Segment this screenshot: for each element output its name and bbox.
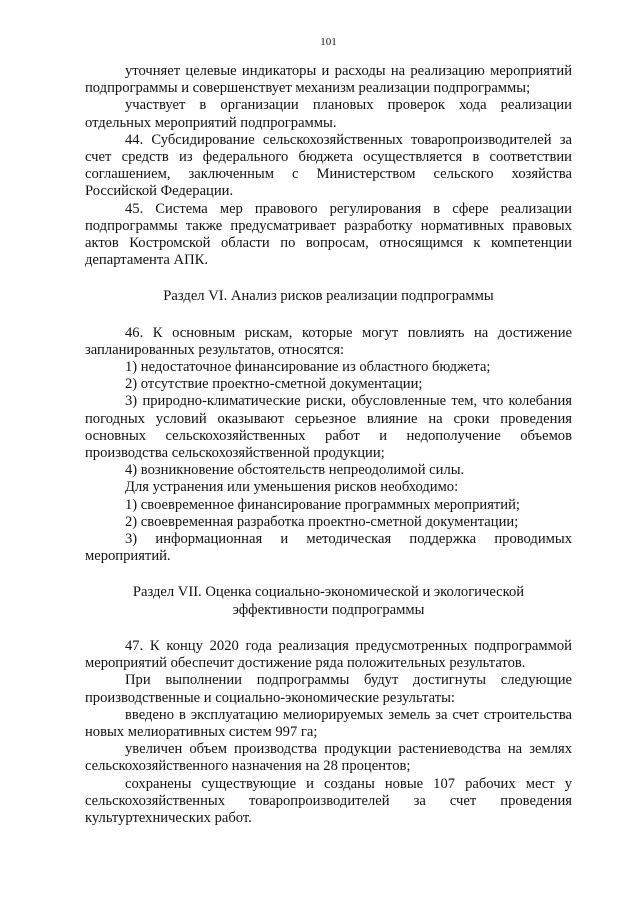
paragraph: Для устранения или уменьшения рисков необходимо:: [125, 479, 459, 496]
paragraph: 45. Система мер правового регулирования в сфере реализации подпрограммы также предусматривает разработку нормативных правовых актов Костромской области по вопросам, относящимся к компетенции департамента АПК.: [85, 200, 572, 269]
paragraph: введено в эксплуатацию мелиорируемых земель за счет строительства новых мелиоративных систем 997 га;: [85, 706, 572, 740]
list-item: 2) отсутствие проектно-сметной документации;: [125, 376, 423, 393]
section-heading-7-line2: эффективности подпрограммы: [232, 601, 425, 618]
paragraph: увеличен объем производства продукции растениеводства на землях сельскохозяйственного назначения на 28 процентов;: [85, 741, 572, 775]
list-item: 1) недостаточное финансирование из областного бюджета;: [125, 359, 491, 376]
spacer: [85, 306, 572, 325]
paragraph: сохранены существующие и созданы новые 107 рабочих мест у сельскохозяйственных товаропроизводителей за счет проведения культуртехнических работ.: [85, 775, 572, 826]
list-item: 2) своевременная разработка проектно-сметной документации;: [125, 513, 519, 530]
section-heading-7-line1: Раздел VII. Оценка социально-экономической и экологической: [132, 584, 525, 601]
paragraph: При выполнении подпрограммы будут достигнуты следующие производственные и социально-экономические результаты:: [85, 672, 572, 706]
paragraph: 47. К концу 2020 года реализация предусмотренных подпрограммой мероприятий обеспечит достижение ряда положительных результатов.: [85, 637, 572, 672]
list-item: 1) своевременное финансирование программных мероприятий;: [125, 496, 520, 513]
page-number: 101: [320, 36, 337, 48]
spacer: [85, 619, 572, 638]
section-heading-6: Раздел VI. Анализ рисков реализации подпрограммы: [163, 288, 494, 305]
paragraph: 46. К основным рискам, которые могут повлиять на достижение запланированных результатов, относятся:: [85, 324, 572, 358]
spacer: [85, 269, 572, 288]
paragraph: уточняет целевые индикаторы и расходы на реализацию мероприятий подпрограммы и совершенствует механизм реализации подпрограммы;: [85, 63, 572, 97]
list-item: 4) возникновение обстоятельств непреодолимой силы.: [125, 462, 465, 479]
list-item: 3) природно-климатические риски, обусловленные тем, что колебания погодных условий оказывают серьезное влияние на сроки проведения основных сельскохозяйственных работ и недополучение объемов производства сельскохозяйственной продукции;: [85, 393, 572, 462]
paragraph: участвует в организации плановых проверок хода реализации отдельных мероприятий подпрограммы.: [85, 97, 572, 131]
spacer: [85, 565, 572, 584]
paragraph: 44. Субсидирование сельскохозяйственных товаропроизводителей за счет средств из федерального бюджета осуществляется в соответствии соглашением, заключенным с Министерством сельского хозяйства Российской Федерации.: [85, 131, 572, 200]
list-item: 3) информационная и методическая поддержка проводимых мероприятий.: [85, 531, 572, 565]
document-page: [85, 36, 572, 827]
